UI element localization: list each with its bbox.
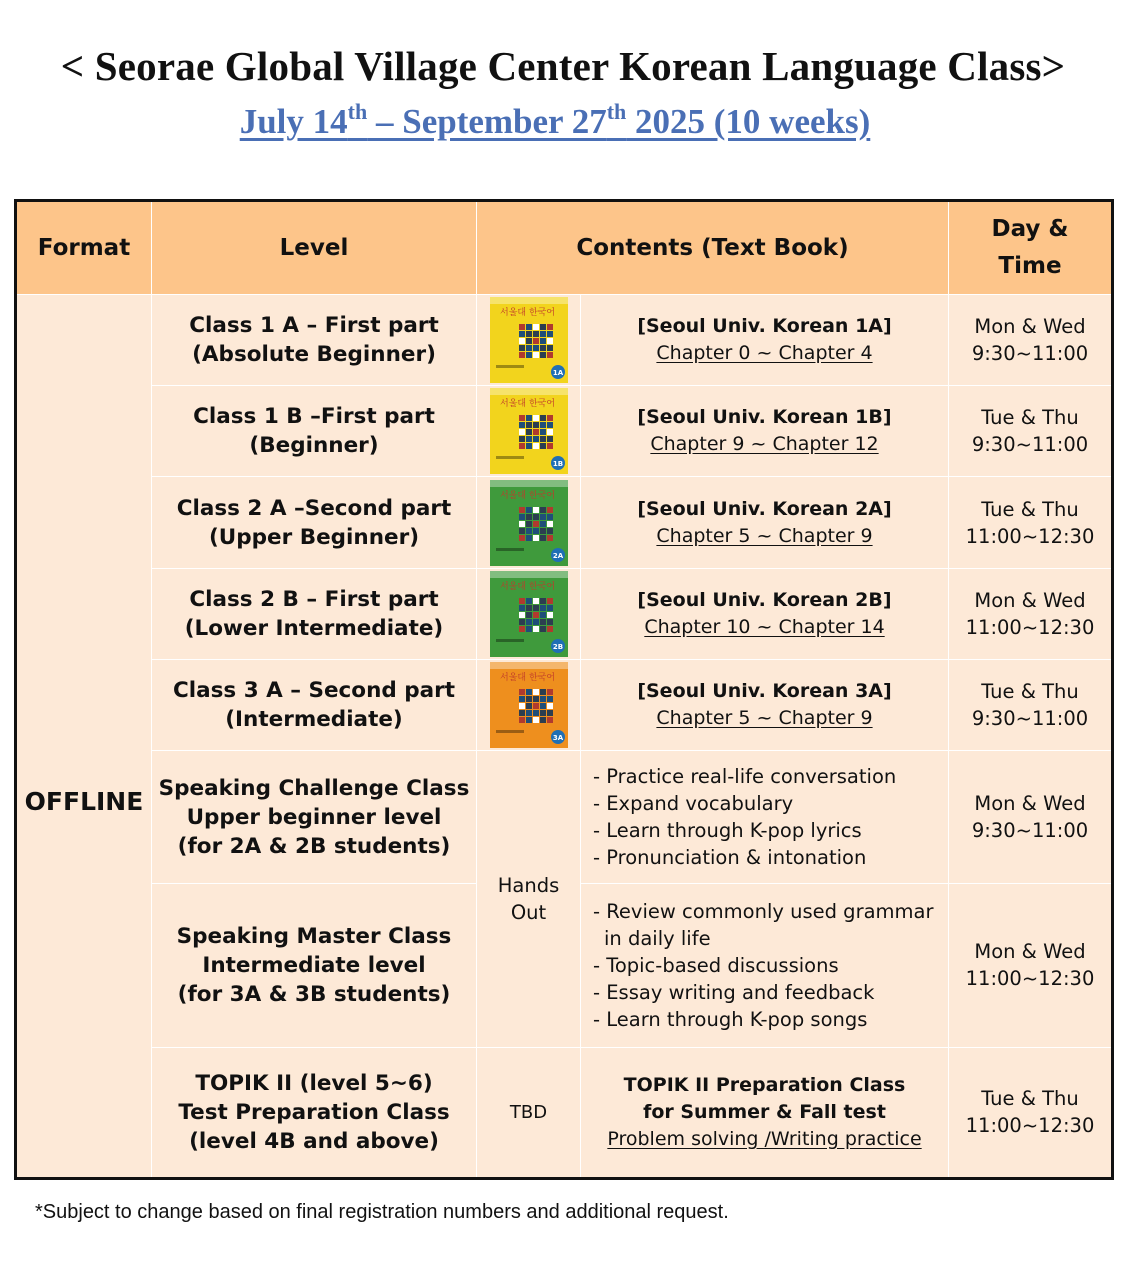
textbook-cover-image [490, 388, 568, 474]
contents-cell: [Seoul Univ. Korean 1B] Chapter 9 ~ Chapter 12 [581, 386, 949, 477]
svg-text:2B: 2B [552, 642, 563, 651]
textbook-cover-cell [477, 295, 581, 386]
footnote: *Subject to change based on final registration numbers and additional request. [35, 1201, 729, 1223]
table-row [16, 659, 1113, 750]
level-cell: Class 2 A –Second part (Upper Beginner) [152, 477, 477, 568]
table-row [16, 568, 1113, 659]
textbook-cover-image [490, 571, 568, 657]
list-item: - Topic-based discussions [593, 953, 839, 977]
svg-text:서울대 한국어: 서울대 한국어 [499, 581, 555, 592]
level-cell: Class 1 B –First part (Beginner) [152, 386, 477, 477]
page-title: < Seorae Global Village Center Korean Language Class> [60, 43, 1066, 89]
list-item: - Expand vocabulary [593, 792, 794, 816]
class-schedule-table [14, 199, 1114, 1180]
level-cell: Speaking Challenge Class Upper beginner level (for 2A & 2B students) [152, 751, 477, 884]
table-row [16, 386, 1113, 477]
format-cell: OFFLINE [16, 295, 152, 1179]
svg-text:서울대 한국어: 서울대 한국어 [499, 490, 555, 501]
textbook-cover-cell [477, 659, 581, 750]
svg-text:서울대 한국어: 서울대 한국어 [499, 308, 555, 319]
list-item: - Learn through K-pop songs [593, 1007, 868, 1031]
contents-cell: [Seoul Univ. Korean 3A] Chapter 5 ~ Chapter 9 [581, 659, 949, 750]
contents-cell [581, 751, 949, 884]
svg-text:2A: 2A [552, 551, 563, 560]
header-contents: Contents (Text Book) [477, 201, 949, 295]
table-row [16, 1047, 1113, 1178]
contents-cell [581, 884, 949, 1047]
header-format: Format [16, 201, 152, 295]
list-item: - Review commonly used grammar [593, 899, 934, 923]
header-level: Level [152, 201, 477, 295]
contents-cell: [Seoul Univ. Korean 1A] Chapter 0 ~ Chapter 4 [581, 295, 949, 386]
day-time-cell: Mon & Wed 9:30~11:00 [949, 751, 1113, 884]
day-time-cell: Tue & Thu 9:30~11:00 [949, 659, 1113, 750]
svg-text:서울대 한국어: 서울대 한국어 [499, 672, 555, 683]
handout-cell: Hands Out [477, 751, 581, 1048]
table-row [16, 477, 1113, 568]
textbook-cover-cell [477, 386, 581, 477]
level-cell: Class 2 B – First part (Lower Intermediate) [152, 568, 477, 659]
day-time-cell: Tue & Thu 11:00~12:30 [949, 477, 1113, 568]
table-row [16, 751, 1113, 884]
day-time-cell: Tue & Thu 9:30~11:00 [949, 386, 1113, 477]
day-time-cell: Tue & Thu 11:00~12:30 [949, 1047, 1113, 1178]
svg-text:3A: 3A [552, 733, 563, 742]
table-header-row [16, 201, 1113, 295]
contents-cell: [Seoul Univ. Korean 2B] Chapter 10 ~ Chapter 14 [581, 568, 949, 659]
list-item: - Practice real-life conversation [593, 765, 897, 789]
date-range-subtitle: July 14th – September 27th 2025 (10 weeks) [239, 99, 871, 141]
contents-cell: TOPIK II Preparation Class for Summer & Fall test Problem solving /Writing practice [581, 1047, 949, 1178]
textbook-cover-image [490, 480, 568, 566]
level-cell: Class 3 A – Second part (Intermediate) [152, 659, 477, 750]
textbook-cover-cell [477, 477, 581, 568]
textbook-cover-image [490, 662, 568, 748]
level-cell: Speaking Master Class Intermediate level (for 3A & 3B students) [152, 884, 477, 1047]
contents-cell: [Seoul Univ. Korean 2A] Chapter 5 ~ Chapter 9 [581, 477, 949, 568]
svg-text:1B: 1B [552, 460, 563, 469]
level-cell: TOPIK II (level 5~6) Test Preparation Class (level 4B and above) [152, 1047, 477, 1178]
day-time-cell: Mon & Wed 9:30~11:00 [949, 295, 1113, 386]
list-item: - Pronunciation & intonation [593, 846, 867, 870]
day-time-cell: Mon & Wed 11:00~12:30 [949, 884, 1113, 1047]
textbook-cover-image [490, 297, 568, 383]
day-time-cell: Mon & Wed 11:00~12:30 [949, 568, 1113, 659]
header-day-time: Day & Time [949, 201, 1113, 295]
level-cell: Class 1 A – First part (Absolute Beginner) [152, 295, 477, 386]
list-item: - Learn through K-pop lyrics [593, 819, 862, 843]
list-item-continuation: in daily life [604, 926, 711, 950]
svg-text:서울대 한국어: 서울대 한국어 [499, 399, 555, 410]
svg-text:1A: 1A [552, 369, 563, 378]
table-row [16, 295, 1113, 386]
tbd-cell: TBD [477, 1047, 581, 1178]
textbook-cover-cell [477, 568, 581, 659]
list-item: - Essay writing and feedback [593, 980, 875, 1004]
